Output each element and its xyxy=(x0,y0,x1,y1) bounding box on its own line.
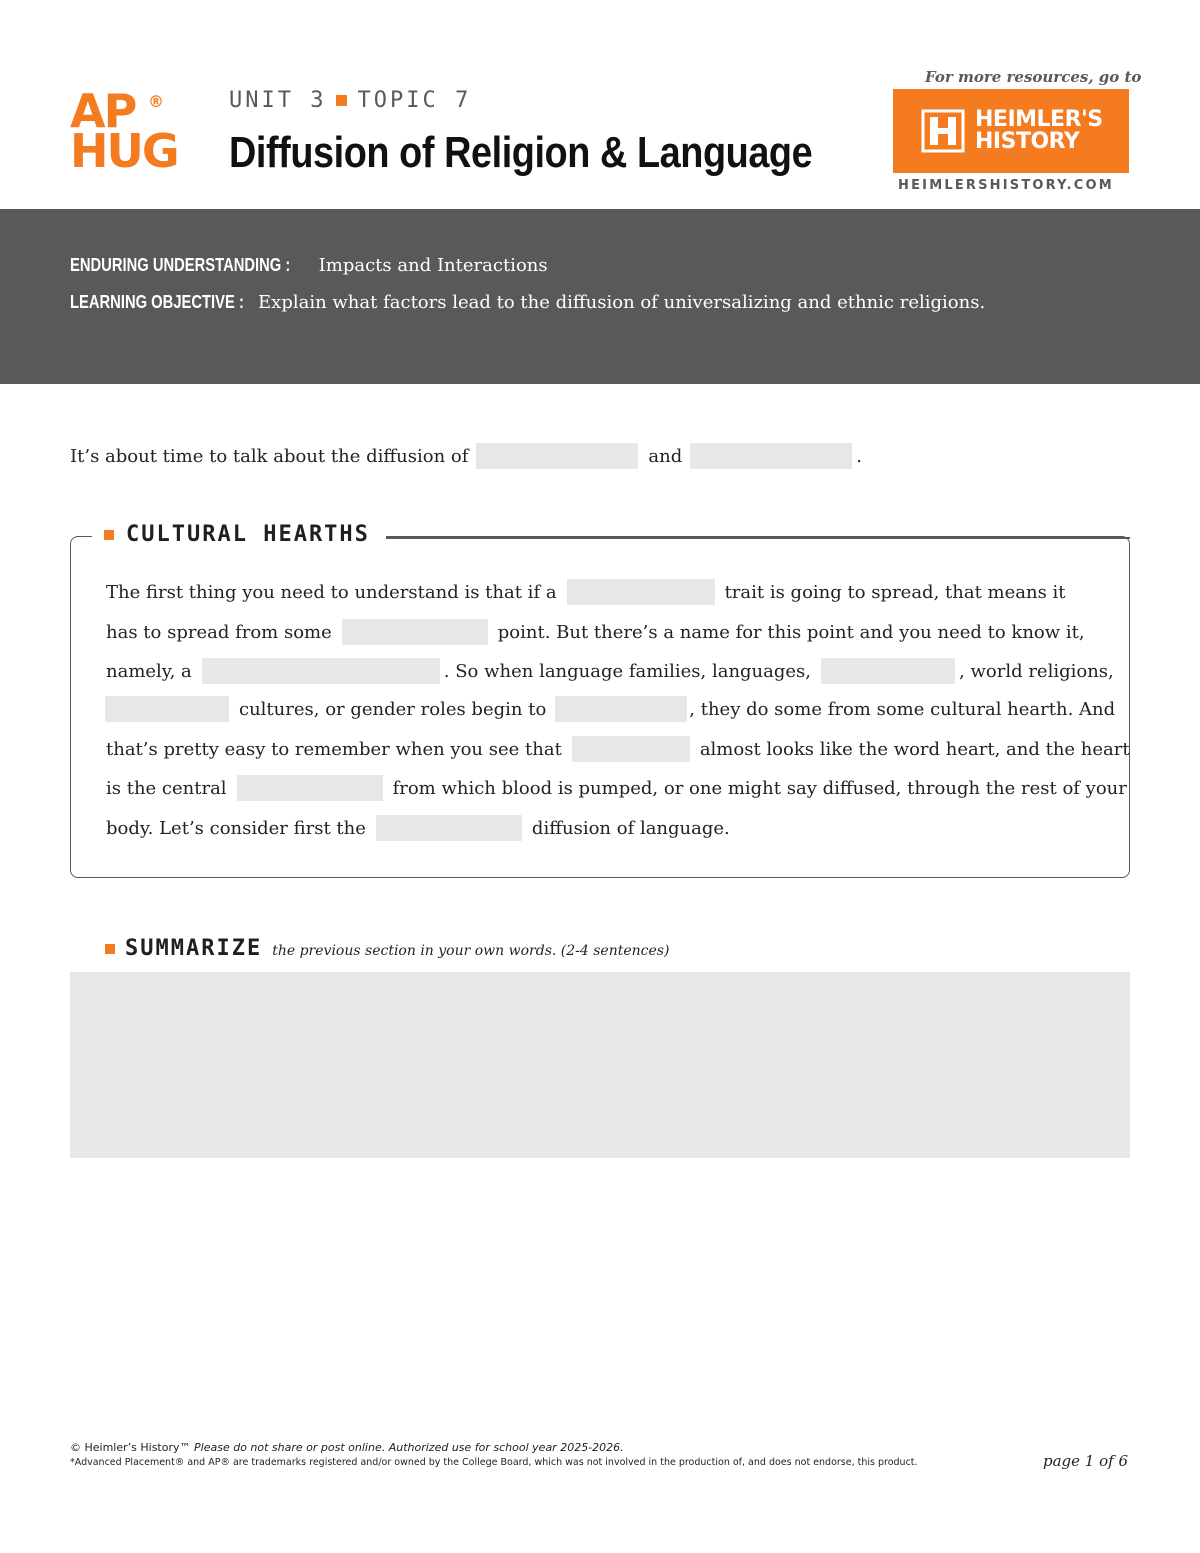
footer-copyright xyxy=(70,1441,624,1454)
section-title: CULTURAL HEARTHS xyxy=(126,522,370,547)
objective-value: Explain what factors lead to the diffusion of universalizing and ethnic religions. xyxy=(258,292,986,313)
unit-label: UNIT 3 xyxy=(229,88,327,113)
cultural-hearths-heading xyxy=(92,522,386,547)
fill-blank[interactable] xyxy=(202,658,440,684)
resources-text: For more resources, go to xyxy=(925,68,1142,86)
fill-blank[interactable] xyxy=(567,579,715,605)
text-segment: point. But there’s a name for this point and you need to know it, xyxy=(497,621,1085,643)
text-segment: almost looks like the word heart, and the heart xyxy=(699,738,1130,760)
intro-sentence xyxy=(70,443,862,469)
copyright-text: © Heimler’s History™ xyxy=(70,1441,191,1454)
usage-notice: Please do not share or post online. Authorized use for school year 2025-2026. xyxy=(194,1441,624,1454)
text-segment: The first thing you need to understand is that if a xyxy=(106,581,557,603)
text-segment: namely, a xyxy=(106,660,192,682)
text-segment: , they do some from some cultural hearth. And xyxy=(689,698,1116,720)
enduring-value: Impacts and Interactions xyxy=(318,255,548,276)
text-segment: cultures, or gender roles begin to xyxy=(239,698,547,720)
brand-name xyxy=(975,109,1103,153)
hearth-line-2 xyxy=(106,619,1085,645)
unit-topic-line xyxy=(229,88,471,113)
hearth-line-3 xyxy=(106,658,1114,684)
objective-label: LEARNING OBJECTIVE : xyxy=(70,292,244,312)
ap-hug-logo xyxy=(70,84,195,180)
text-segment: has to spread from some xyxy=(106,621,332,643)
heading-rule xyxy=(352,537,1130,539)
text-segment: trait is going to spread, that means it xyxy=(724,581,1066,603)
fill-blank[interactable] xyxy=(476,443,638,469)
hearth-line-4 xyxy=(105,696,1115,722)
fill-blank[interactable] xyxy=(376,815,522,841)
square-bullet-icon xyxy=(336,95,347,106)
logo-registered: ® xyxy=(148,92,164,111)
brand-line2: HISTORY xyxy=(975,129,1080,154)
page-title: Diffusion of Religion & Language xyxy=(229,128,813,177)
logo-hug: HUG xyxy=(70,124,178,178)
hearth-line-1 xyxy=(106,579,1066,605)
summarize-subtitle: the previous section in your own words. (2-4 sentences) xyxy=(272,943,670,959)
text-segment: diffusion of language. xyxy=(531,817,730,839)
hearth-line-5 xyxy=(106,736,1130,762)
text-segment: body. Let’s consider first the xyxy=(106,817,366,839)
fill-blank[interactable] xyxy=(237,775,383,801)
intro-text-1: It’s about time to talk about the diffusion of xyxy=(70,445,469,467)
fill-blank[interactable] xyxy=(821,658,955,684)
brand-line1: HEIMLER'S xyxy=(975,107,1103,132)
learning-objective-row xyxy=(70,292,985,313)
fill-blank[interactable] xyxy=(555,696,687,722)
hearth-line-6 xyxy=(106,775,1127,801)
text-segment: from which blood is pumped, or one might say diffused, through the rest of your xyxy=(392,777,1127,799)
text-segment: . So when language families, languages, xyxy=(443,660,812,682)
intro-text-2: and xyxy=(648,445,683,467)
heimlers-history-brand[interactable] xyxy=(893,89,1129,173)
hearth-line-7 xyxy=(106,815,730,841)
square-bullet-icon xyxy=(104,530,114,540)
fill-blank[interactable] xyxy=(690,443,852,469)
fill-blank[interactable] xyxy=(572,736,690,762)
text-segment: that’s pretty easy to remember when you see that xyxy=(106,738,562,760)
enduring-understanding-row xyxy=(70,255,548,276)
summarize-heading xyxy=(105,936,669,961)
brand-url[interactable]: HEIMLERSHISTORY.COM xyxy=(898,178,1114,193)
intro-text-3: . xyxy=(856,445,862,467)
text-segment: is the central xyxy=(106,777,227,799)
logo-ap: AP xyxy=(70,84,136,138)
fill-blank[interactable] xyxy=(105,696,229,722)
footer-trademark: *Advanced Placement® and AP® are trademarks registered and/or owned by the College Board, which was not involved in the production of, and does not endorse, this product. xyxy=(70,1457,918,1468)
square-bullet-icon xyxy=(105,944,115,954)
fill-blank[interactable] xyxy=(342,619,488,645)
topic-label: TOPIC 7 xyxy=(357,88,472,113)
text-segment: , world religions, xyxy=(959,660,1114,682)
enduring-label: ENDURING UNDERSTANDING : xyxy=(70,255,291,275)
heimlers-h-logo-icon xyxy=(921,109,965,153)
summary-answer-area[interactable] xyxy=(70,972,1130,1158)
page-number: page 1 of 6 xyxy=(1043,1452,1128,1470)
summarize-title: SUMMARIZE xyxy=(125,936,263,961)
